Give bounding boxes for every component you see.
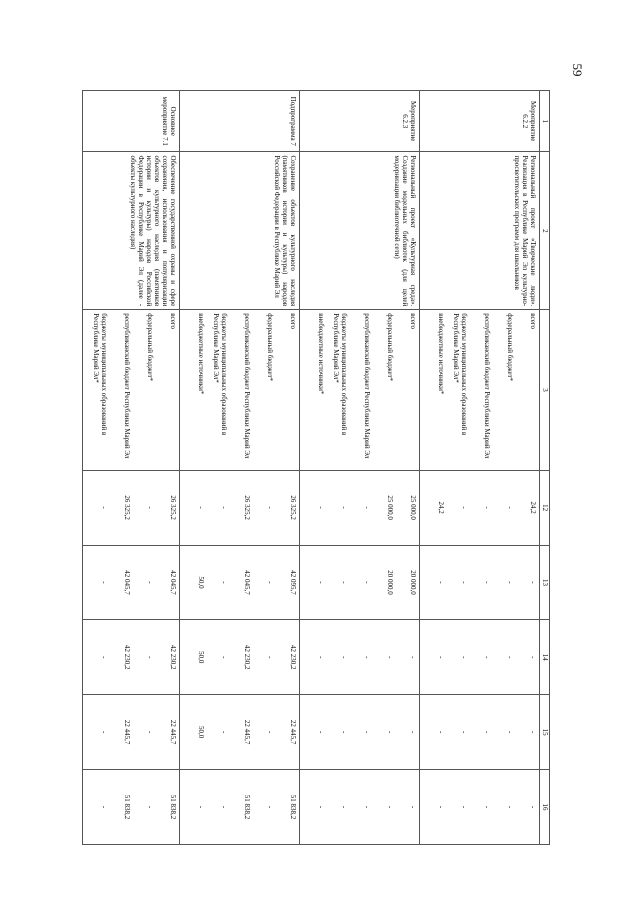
value: - [483, 656, 491, 659]
value: - [506, 730, 514, 734]
value-cell-v14 [420, 620, 540, 695]
funding-source-label: всего [409, 313, 417, 329]
value: 26 325,2 [169, 495, 177, 520]
value: - [363, 656, 371, 659]
value: - [363, 730, 371, 734]
value-cell-v15 [420, 695, 540, 770]
value: - [340, 506, 348, 509]
value: - [506, 805, 514, 809]
table-body [83, 91, 540, 845]
financing-table [82, 90, 550, 845]
value: - [220, 656, 228, 659]
value: 22 445,7 [289, 719, 297, 745]
row-name: Сохранение объектов культурного наследия (памятников истории и культуры) народов Российской Федерации в Республике Марий Эл [180, 152, 300, 310]
value-cell-v15 [83, 695, 180, 770]
value: 51 838,2 [123, 794, 131, 820]
header-cell: 14 [540, 620, 550, 695]
value: 42 045,7 [243, 570, 251, 595]
value-cell-v12 [180, 470, 300, 545]
value-cell-v12 [83, 470, 180, 545]
funding-source-label: бюджеты муниципальных образований в Республике Марий Эл* [211, 313, 228, 436]
value: - [483, 805, 491, 809]
value: - [220, 581, 228, 584]
value: - [266, 581, 274, 584]
value: 24,2 [437, 501, 445, 514]
value-cell-v15 [180, 695, 300, 770]
value: - [460, 581, 468, 584]
funding-source-label: всего [289, 313, 297, 329]
value: 50,0 [197, 726, 205, 739]
value-cell-v13 [300, 545, 420, 620]
funding-source-label: бюджеты муниципальных образований в Республике Марий Эл* [91, 313, 108, 436]
value: 22 445,7 [169, 719, 177, 745]
row-code: Мероприятие 6.2.2 [420, 91, 540, 152]
value-cell-v12 [300, 470, 420, 545]
table-row [83, 91, 180, 845]
value: - [317, 506, 325, 509]
value: - [100, 656, 108, 659]
row-name: Региональный проект «Культурная среда». Создание модельных библиотек (для целей модернизации библиотечной сети) [300, 152, 420, 310]
row-categories [83, 310, 180, 470]
value: - [386, 730, 394, 734]
value: 42 230,2 [243, 645, 251, 670]
funding-source-label: республиканский бюджет Республики Марий Эл [483, 313, 491, 459]
value: - [529, 656, 537, 659]
value: - [220, 506, 228, 509]
value: - [100, 581, 108, 584]
value: 42 095,7 [289, 570, 297, 595]
value: - [220, 730, 228, 734]
value-cell-v13 [420, 545, 540, 620]
value: - [506, 506, 514, 509]
value: - [386, 656, 394, 659]
value: - [146, 506, 154, 509]
value-cell-v12 [420, 470, 540, 545]
funding-source-label: федеральный бюджет* [266, 313, 274, 382]
value: - [340, 730, 348, 734]
value: 42 230,2 [123, 645, 131, 670]
value: - [266, 730, 274, 734]
value: - [317, 805, 325, 809]
value: - [100, 730, 108, 734]
value: - [197, 805, 205, 809]
value-cell-v13 [83, 545, 180, 620]
funding-source-label: бюджеты муниципальных образований в Республике Марий Эл* [331, 313, 348, 436]
funding-source-label: республиканский бюджет Республики Марий Эл [123, 313, 131, 459]
value: - [220, 805, 228, 809]
value: - [146, 730, 154, 734]
value: - [363, 506, 371, 509]
value: - [437, 656, 445, 659]
value: - [460, 506, 468, 509]
header-cell: 2 [540, 152, 550, 310]
rotated-table-wrapper [91, 90, 550, 845]
funding-source-label: республиканский бюджет Республики Марий Эл [363, 313, 371, 459]
value: - [146, 581, 154, 584]
value: - [363, 581, 371, 584]
value: - [100, 805, 108, 809]
funding-source-label: всего [169, 313, 177, 329]
header-row [540, 91, 550, 845]
value: - [100, 506, 108, 509]
value: - [386, 805, 394, 809]
value-cell-v14 [83, 620, 180, 695]
value: - [266, 805, 274, 809]
table-row [420, 91, 540, 845]
header-cell: 13 [540, 545, 550, 620]
value: 42 045,7 [169, 570, 177, 595]
value: 42 230,2 [169, 645, 177, 670]
value-cell-v14 [300, 620, 420, 695]
value: 26 325,2 [243, 495, 251, 520]
value: - [483, 506, 491, 509]
value: - [460, 656, 468, 659]
value: - [460, 805, 468, 809]
header-cell: 12 [540, 470, 550, 545]
value: - [437, 805, 445, 809]
row-name: Региональный проект «Творческие люди». Реализация в Республике Марий Эл культурно-просветительских программ для школьников [420, 152, 540, 310]
value: 50,0 [197, 651, 205, 664]
funding-source-label: внебюджетные источники* [197, 313, 205, 395]
funding-source-label: внебюджетные источники* [317, 313, 325, 395]
value: 26 325,2 [289, 495, 297, 520]
value-cell-v16 [420, 770, 540, 845]
value: - [340, 656, 348, 659]
value: 26 325,2 [123, 495, 131, 520]
value: 51 838,2 [169, 794, 177, 820]
row-categories [180, 310, 300, 470]
table-row [180, 91, 300, 845]
value-cell-v13 [180, 545, 300, 620]
value: - [266, 506, 274, 509]
value: - [483, 581, 491, 584]
value: - [317, 581, 325, 584]
value: 22 445,7 [243, 719, 251, 745]
value: - [409, 656, 417, 659]
page-number: 59 [570, 63, 585, 77]
value: - [409, 730, 417, 734]
funding-source-label: всего [529, 313, 537, 329]
value: 20 000,0 [409, 570, 417, 595]
value: 25 000,0 [386, 495, 394, 520]
header-cell: 15 [540, 695, 550, 770]
row-categories [420, 310, 540, 470]
value: - [529, 581, 537, 584]
funding-source-label: федеральный бюджет* [506, 313, 514, 382]
value: 20 000,0 [386, 570, 394, 595]
value: 51 838,2 [289, 794, 297, 820]
value: 50,0 [197, 576, 205, 589]
row-code: Основное мероприятие 7.1 [83, 91, 180, 152]
value: 42 230,2 [289, 645, 297, 670]
value: 51 838,2 [243, 794, 251, 820]
funding-source-label: бюджеты муниципальных образований в Республике Марий Эл* [451, 313, 468, 436]
table-row [300, 91, 420, 845]
value: - [340, 581, 348, 584]
value: - [317, 656, 325, 659]
value: - [340, 805, 348, 809]
value-cell-v16 [300, 770, 420, 845]
value: - [146, 805, 154, 809]
value-cell-v16 [180, 770, 300, 845]
value-cell-v14 [180, 620, 300, 695]
value: 42 045,7 [123, 570, 131, 595]
value: - [483, 730, 491, 734]
funding-source-label: федеральный бюджет* [146, 313, 154, 382]
value: - [317, 730, 325, 734]
value: - [506, 581, 514, 584]
value: - [437, 730, 445, 734]
value-cell-v16 [83, 770, 180, 845]
value: 24,2 [529, 501, 537, 514]
header-cell: 16 [540, 770, 550, 845]
value: - [266, 656, 274, 659]
value: - [409, 805, 417, 809]
funding-source-label: внебюджетные источники* [437, 313, 445, 395]
value: - [460, 730, 468, 734]
value: 22 445,7 [123, 719, 131, 745]
row-categories [300, 310, 420, 470]
value: - [506, 656, 514, 659]
value-cell-v15 [300, 695, 420, 770]
funding-source-label: республиканский бюджет Республики Марий Эл [243, 313, 251, 459]
row-name: Обеспечение государственной охраны и сфере сохранения, использования и популяризации объектов культурного наследия (памятников истории и культуры) народов Российской Федерации в Республике Марий Эл (далее - объекты культурного наследия) [83, 152, 180, 310]
header-cell: 1 [540, 91, 550, 152]
value: - [529, 805, 537, 809]
value: - [529, 730, 537, 734]
value: - [437, 581, 445, 584]
header-cell: 3 [540, 310, 550, 470]
value: - [363, 805, 371, 809]
value: - [146, 656, 154, 659]
value: 25 000,0 [409, 495, 417, 520]
row-code: Подпрограмма 7 [180, 91, 300, 152]
row-code: Мероприятие 6.2.3 [300, 91, 420, 152]
value: - [197, 506, 205, 509]
funding-source-label: федеральный бюджет* [386, 313, 394, 382]
